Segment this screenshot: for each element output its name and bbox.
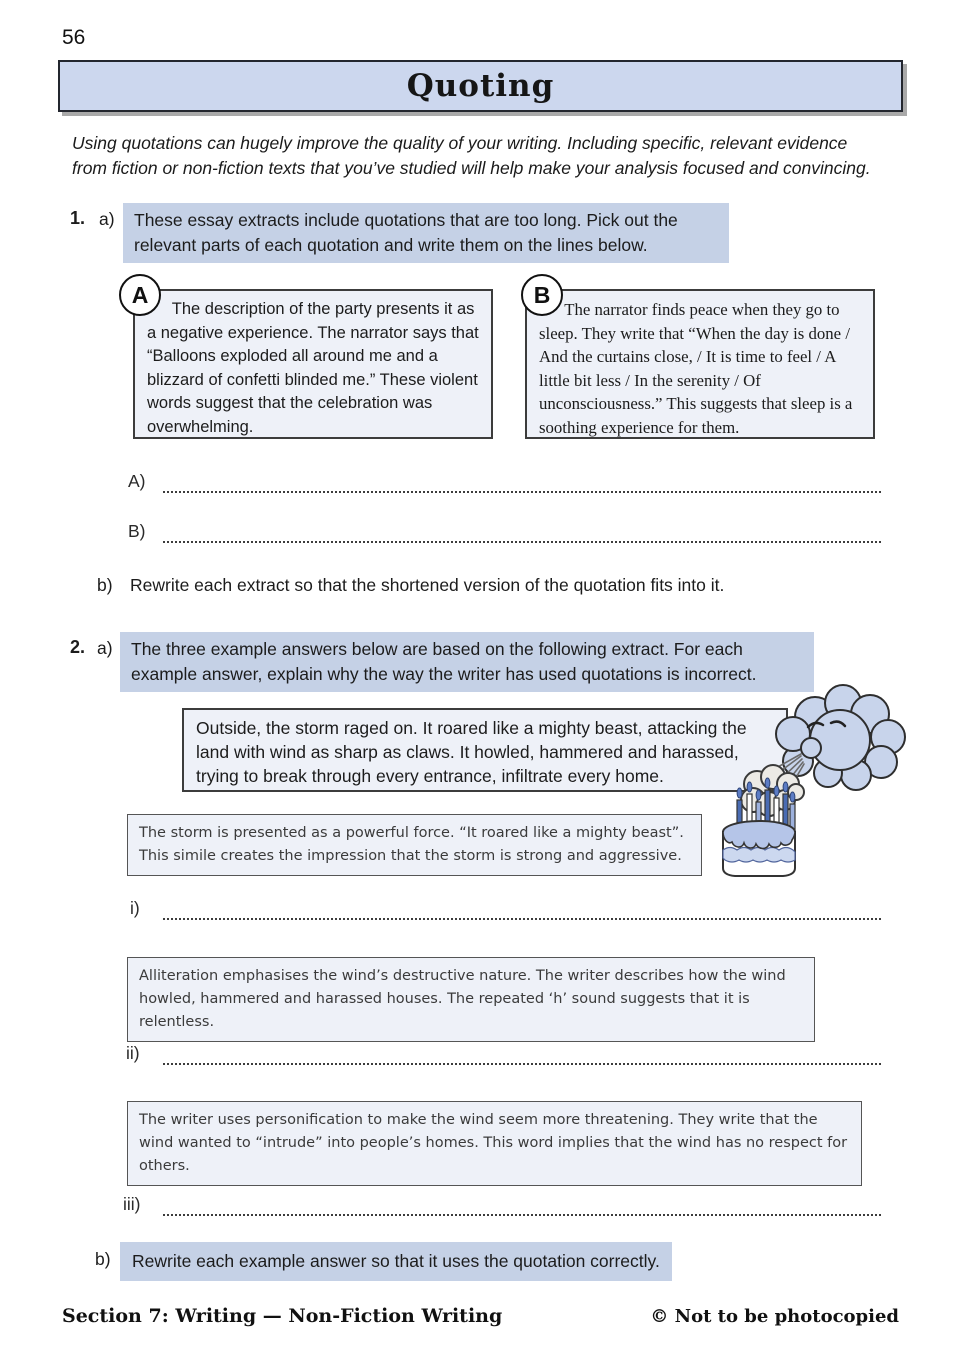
example-answer-1-card [127,814,702,876]
q1b-label: b) [97,575,113,595]
answer-i-label: i) [130,898,140,918]
title-bar [58,60,903,112]
answer-ii-label: ii) [126,1043,140,1063]
footer-copyright: © Not to be photocopied [650,1306,899,1327]
example-answer-2-card [127,957,815,1042]
storm-cloud-cake-icon [695,672,915,884]
extract-b-badge: B [521,274,563,316]
answer-a-label: A) [128,471,146,491]
q1b-prompt: Rewrite each extract so that the shortened version of the quotation fits into it. [130,575,725,595]
q2b-prompt: Rewrite each example answer so that it uses the quotation correctly. [120,1242,672,1281]
answer-line-i[interactable] [163,900,881,920]
storm-cloud-cake-illustration [695,672,915,884]
extract-a-badge: A [119,274,161,316]
answer-iii-label: iii) [123,1194,141,1214]
example-answer-1-text: The storm is presented as a powerful force. “It roared like a mighty beast”. This simile creates the impression that the storm is strong and aggressive. [139,825,684,864]
extract-a-card [133,289,493,439]
footer-section-label: Section 7: Writing — Non-Fiction Writing [62,1305,503,1327]
example-answer-3-text: The writer uses personification to make the wind seem more threatening. They write that the wind wanted to “intrude” into people’s homes. This word implies that the wind has no respect for others. [139,1112,848,1174]
page-title: Quoting [406,68,555,104]
example-answer-2-text: Alliteration emphasises the wind’s destructive nature. The writer describes how the wind howled, hammered and harassed houses. The repeated ‘h’ sound suggests that it is relentless. [139,968,786,1030]
storm-extract-text: Outside, the storm raged on. It roared like a mighty beast, attacking the land with wind as sharp as claws. It howled, hammered and harassed, trying to break through every entrance, infiltrate every home. [196,718,747,786]
page-number: 56 [62,26,86,49]
answer-b-label: B) [128,521,146,541]
q1a-prompt: These essay extracts include quotations that are too long. Pick out the relevant parts of each quotation and write them on the lines below. [123,203,729,263]
answer-line-b[interactable] [163,523,881,543]
extract-b-card [525,289,875,439]
q2a-prompt: The three example answers below are based on the following extract. For each example answer, explain why the way the writer has used quotations is incorrect. [120,632,814,692]
answer-line-a[interactable] [163,473,881,493]
q2b-label: b) [95,1249,111,1269]
extract-a-text: The description of the party presents it as a negative experience. The narrator says that “Balloons exploded all around me and a blizzard of confetti blinded me.” These violent words suggest that the celebration was overwhelming. [147,300,479,436]
q2a-label: a) [97,638,113,658]
q1a-label: a) [99,209,115,229]
intro-text: Using quotations can hugely improve the quality of your writing. Including specific, relevant evidence from fiction or non-fiction texts that you’ve studied will help make your analysis focused and convincing. [72,133,871,178]
answer-line-ii[interactable] [163,1045,881,1065]
extract-b-text: The narrator finds peace when they go to sleep. They write that “When the day is done / And the curtains close, / It is time to feel / A little bit less / In the serenity / Of unconsciousness.” This suggests that sleep is a soothing experience for them. [539,300,853,437]
q2-number: 2. [70,637,86,657]
example-answer-3-card [127,1101,862,1186]
q1-number: 1. [70,208,86,228]
answer-line-iii[interactable] [163,1196,881,1216]
